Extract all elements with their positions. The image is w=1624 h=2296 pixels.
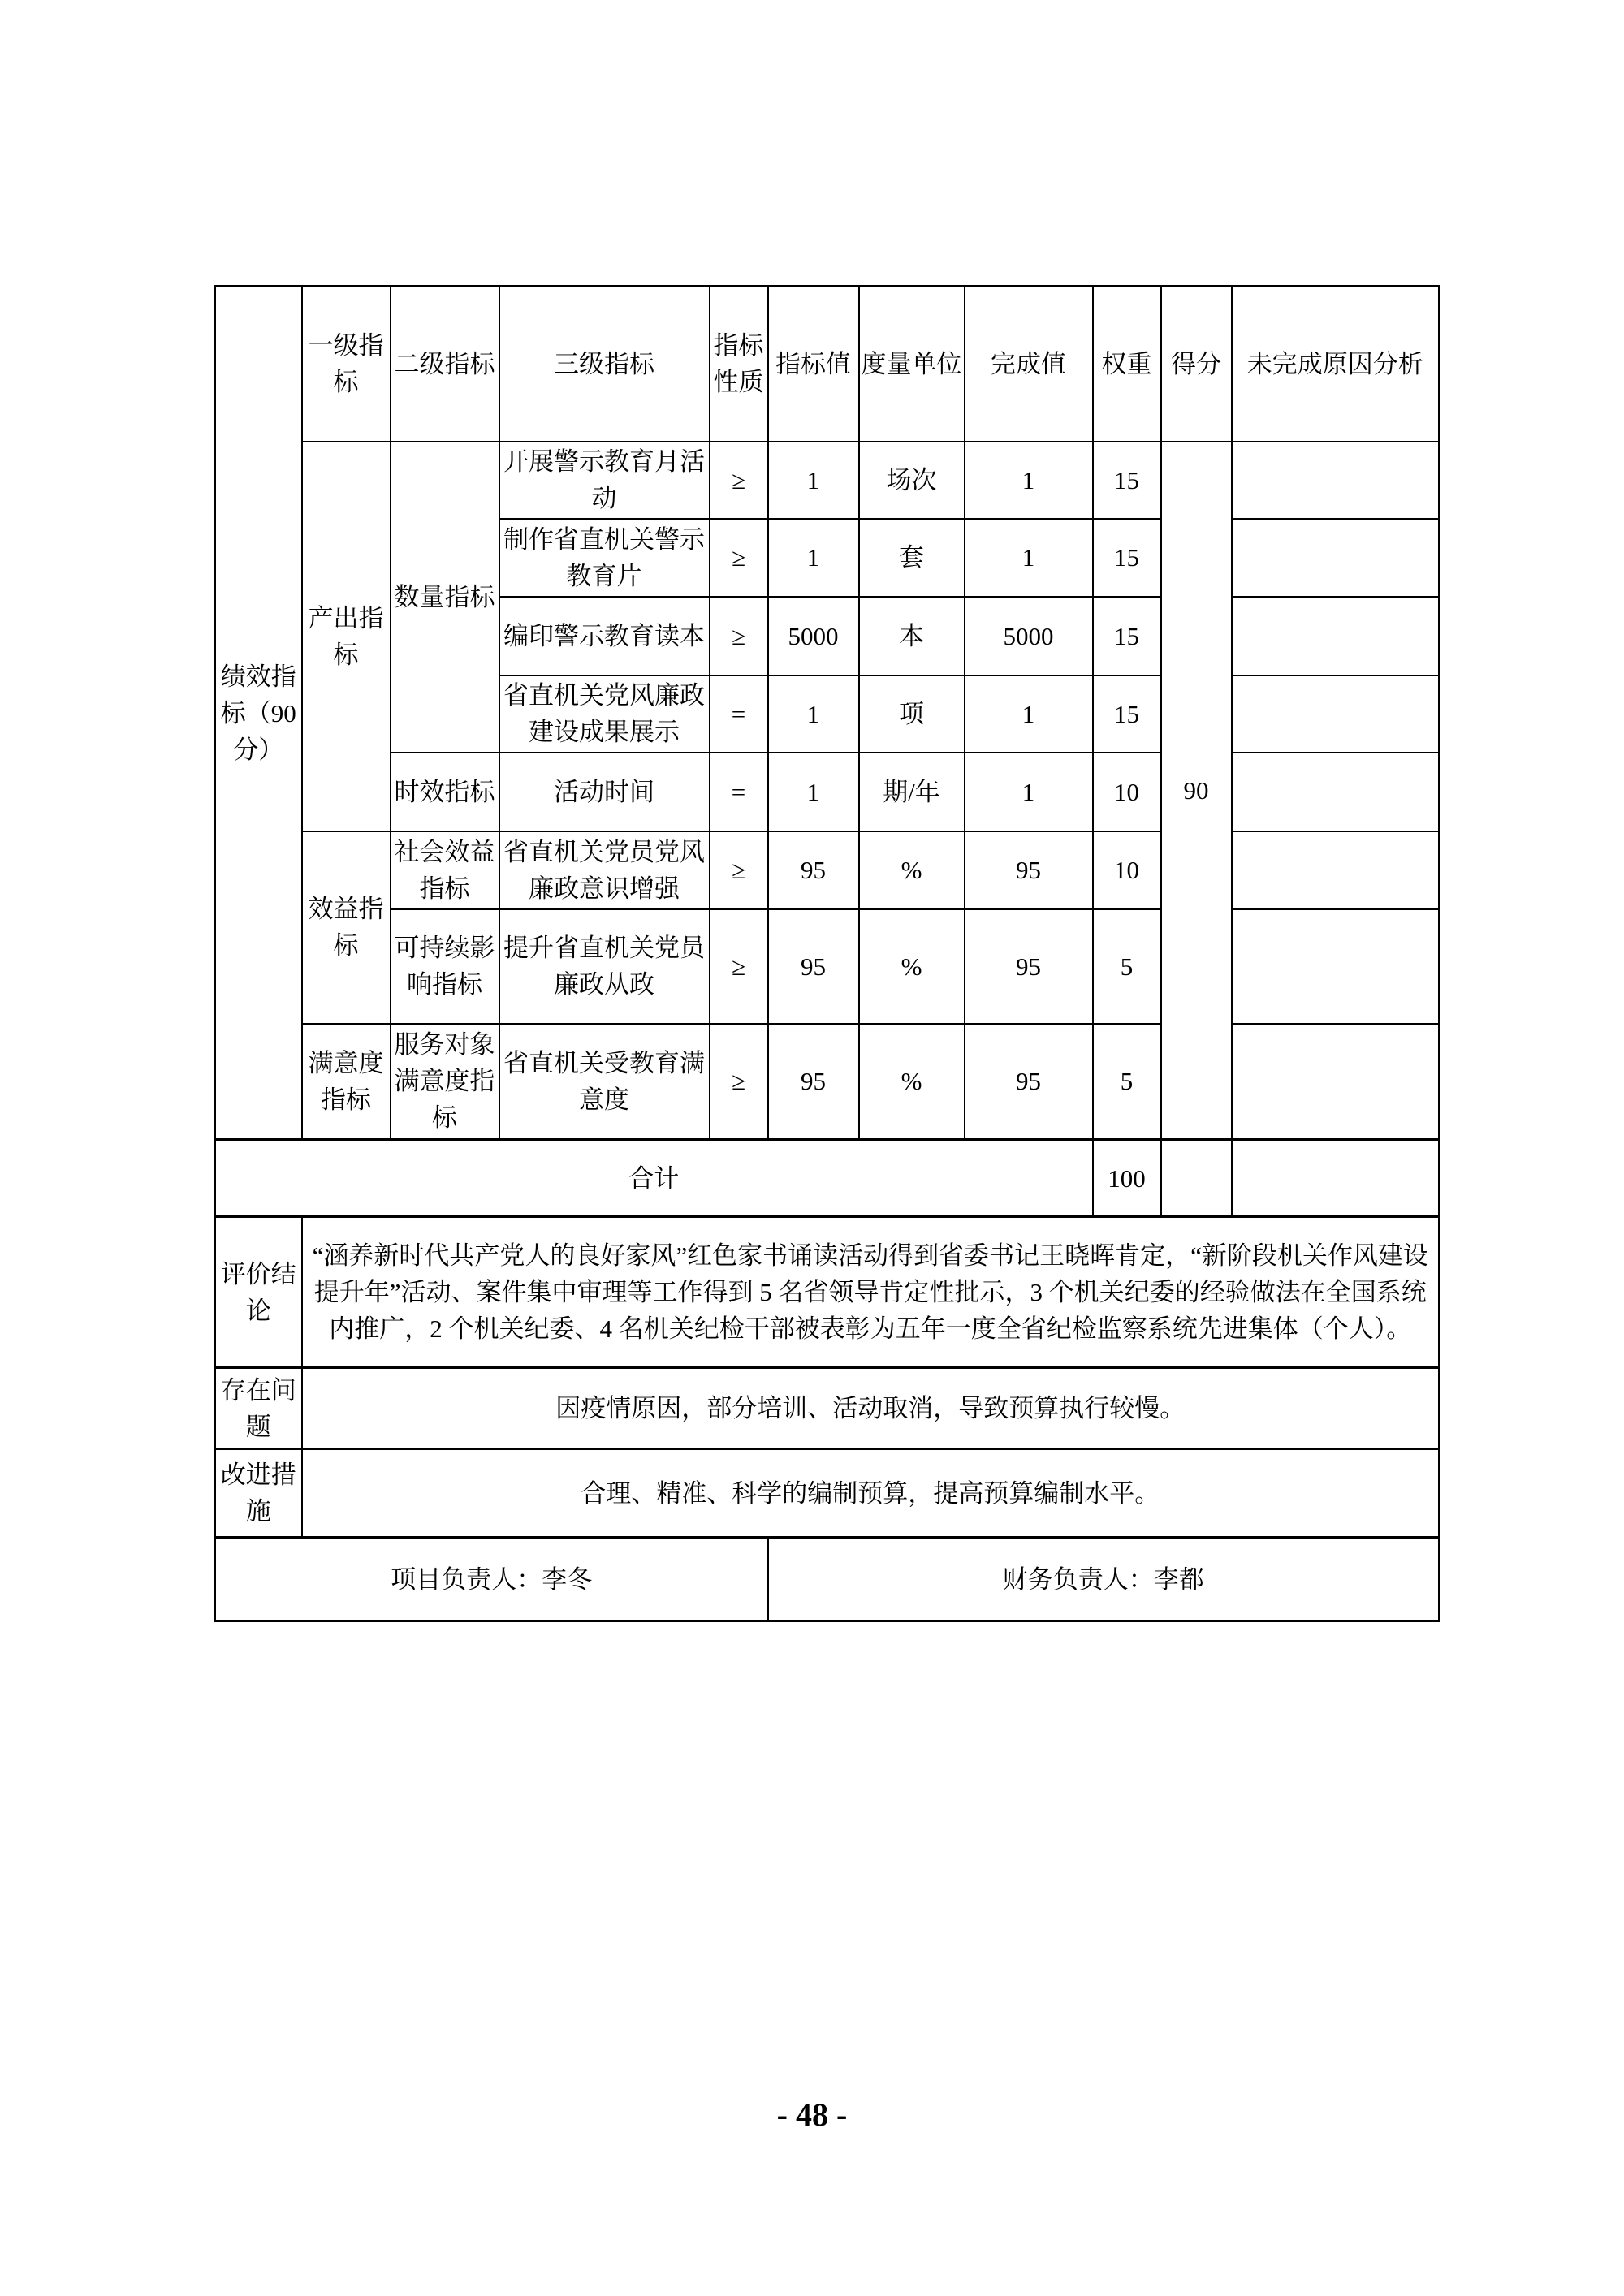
actual-value-cell: 1 bbox=[965, 442, 1093, 519]
target-value-cell: 95 bbox=[768, 831, 859, 909]
finance-manager-cell: 财务负责人：李都 bbox=[768, 1538, 1440, 1621]
evaluation-content-cell: “涵养新时代共产党人的良好家风”红色家书诵读活动得到省委书记王晓晖肯定，“新阶段机关作风建设提升年”活动、案件集中审理等工作得到 5 名省领导肯定性批示，3 个机关纪委的经验做法在全国系统内推广，2 个机关纪委、4 名机关纪检干部被表彰为五年一度全省纪检监察系统先进集体（个人）。 bbox=[302, 1217, 1440, 1368]
actual-value-cell: 1 bbox=[965, 675, 1093, 753]
reason-cell bbox=[1232, 442, 1440, 519]
indicator-row bbox=[215, 909, 1440, 1024]
header-level3: 三级指标 bbox=[499, 287, 710, 442]
target-value-cell: 1 bbox=[768, 442, 859, 519]
header-row bbox=[215, 287, 1440, 442]
level1-satisfaction-cell: 满意度指标 bbox=[302, 1024, 391, 1140]
nature-value-cell: ≥ bbox=[710, 909, 768, 1024]
target-value-cell: 95 bbox=[768, 909, 859, 1024]
evaluation-row bbox=[215, 1217, 1440, 1368]
problems-content-cell: 因疫情原因，部分培训、活动取消，导致预算执行较慢。 bbox=[302, 1368, 1440, 1449]
level2-social-benefit-cell: 社会效益指标 bbox=[391, 831, 499, 909]
actual-value-cell: 95 bbox=[965, 831, 1093, 909]
reason-cell bbox=[1232, 909, 1440, 1024]
reason-cell bbox=[1232, 597, 1440, 675]
actual-value-cell: 95 bbox=[965, 909, 1093, 1024]
target-value-cell: 1 bbox=[768, 753, 859, 831]
unit-value-cell: 项 bbox=[859, 675, 965, 753]
target-value-cell: 95 bbox=[768, 1024, 859, 1140]
weight-value-cell: 10 bbox=[1093, 753, 1161, 831]
indicator-name-cell: 活动时间 bbox=[499, 753, 710, 831]
total-weight-cell: 100 bbox=[1093, 1140, 1161, 1217]
reason-cell bbox=[1232, 1024, 1440, 1140]
reason-cell bbox=[1232, 675, 1440, 753]
unit-value-cell: 套 bbox=[859, 519, 965, 597]
header-level1: 一级指标 bbox=[302, 287, 391, 442]
indicator-name-cell: 省直机关党风廉政建设成果展示 bbox=[499, 675, 710, 753]
improvements-row bbox=[215, 1449, 1440, 1538]
level1-output-cell: 产出指标 bbox=[302, 442, 391, 831]
improvements-label-cell: 改进措施 bbox=[215, 1449, 302, 1538]
target-value-cell: 1 bbox=[768, 519, 859, 597]
evaluation-label-cell: 评价结论 bbox=[215, 1217, 302, 1368]
header-score: 得分 bbox=[1161, 287, 1232, 442]
unit-value-cell: % bbox=[859, 831, 965, 909]
weight-value-cell: 10 bbox=[1093, 831, 1161, 909]
weight-value-cell: 5 bbox=[1093, 909, 1161, 1024]
indicator-row bbox=[215, 442, 1440, 519]
level1-benefit-cell: 效益指标 bbox=[302, 831, 391, 1024]
indicator-name-cell: 省直机关党员党风廉政意识增强 bbox=[499, 831, 710, 909]
header-nature: 指标性质 bbox=[710, 287, 768, 442]
unit-value-cell: 期/年 bbox=[859, 753, 965, 831]
indicator-name-cell: 编印警示教育读本 bbox=[499, 597, 710, 675]
problems-label-cell: 存在问题 bbox=[215, 1368, 302, 1449]
level2-timeliness-cell: 时效指标 bbox=[391, 753, 499, 831]
nature-value-cell: = bbox=[710, 675, 768, 753]
improvements-content-cell: 合理、精准、科学的编制预算，提高预算编制水平。 bbox=[302, 1449, 1440, 1538]
project-manager-cell: 项目负责人：李冬 bbox=[215, 1538, 768, 1621]
indicator-name-cell: 开展警示教育月活动 bbox=[499, 442, 710, 519]
indicator-name-cell: 提升省直机关党员廉政从政 bbox=[499, 909, 710, 1024]
actual-value-cell: 5000 bbox=[965, 597, 1093, 675]
row-group-label-cell: 绩效指标（90分） bbox=[215, 287, 302, 1140]
total-row bbox=[215, 1140, 1440, 1217]
weight-value-cell: 15 bbox=[1093, 442, 1161, 519]
level2-sustainability-cell: 可持续影响指标 bbox=[391, 909, 499, 1024]
reason-cell bbox=[1232, 1140, 1440, 1217]
score-value-cell: 90 bbox=[1161, 442, 1232, 1140]
page-number: - 48 - bbox=[776, 2096, 848, 2133]
actual-value-cell: 1 bbox=[965, 519, 1093, 597]
reason-cell bbox=[1232, 519, 1440, 597]
unit-value-cell: % bbox=[859, 909, 965, 1024]
header-actual: 完成值 bbox=[965, 287, 1093, 442]
actual-value-cell: 95 bbox=[965, 1024, 1093, 1140]
indicator-row bbox=[215, 1024, 1440, 1140]
indicator-name-cell: 省直机关受教育满意度 bbox=[499, 1024, 710, 1140]
unit-value-cell: % bbox=[859, 1024, 965, 1140]
nature-value-cell: = bbox=[710, 753, 768, 831]
target-value-cell: 1 bbox=[768, 675, 859, 753]
total-label-cell: 合计 bbox=[215, 1140, 1093, 1217]
performance-indicator-table bbox=[214, 285, 1440, 1622]
problems-row bbox=[215, 1368, 1440, 1449]
reason-cell bbox=[1232, 831, 1440, 909]
target-value-cell: 5000 bbox=[768, 597, 859, 675]
indicator-row bbox=[215, 753, 1440, 831]
nature-value-cell: ≥ bbox=[710, 519, 768, 597]
nature-value-cell: ≥ bbox=[710, 442, 768, 519]
reason-cell bbox=[1232, 753, 1440, 831]
unit-value-cell: 本 bbox=[859, 597, 965, 675]
weight-value-cell: 15 bbox=[1093, 597, 1161, 675]
header-weight: 权重 bbox=[1093, 287, 1161, 442]
weight-value-cell: 5 bbox=[1093, 1024, 1161, 1140]
header-unit: 度量单位 bbox=[859, 287, 965, 442]
indicator-row bbox=[215, 831, 1440, 909]
signatures-row bbox=[215, 1538, 1440, 1621]
level2-service-satisfaction-cell: 服务对象满意度指标 bbox=[391, 1024, 499, 1140]
header-level2: 二级指标 bbox=[391, 287, 499, 442]
unit-value-cell: 场次 bbox=[859, 442, 965, 519]
actual-value-cell: 1 bbox=[965, 753, 1093, 831]
nature-value-cell: ≥ bbox=[710, 1024, 768, 1140]
total-score-cell bbox=[1161, 1140, 1232, 1217]
weight-value-cell: 15 bbox=[1093, 675, 1161, 753]
indicator-name-cell: 制作省直机关警示教育片 bbox=[499, 519, 710, 597]
header-target: 指标值 bbox=[768, 287, 859, 442]
nature-value-cell: ≥ bbox=[710, 831, 768, 909]
header-reason: 未完成原因分析 bbox=[1232, 287, 1440, 442]
nature-value-cell: ≥ bbox=[710, 597, 768, 675]
level2-quantity-cell: 数量指标 bbox=[391, 442, 499, 753]
weight-value-cell: 15 bbox=[1093, 519, 1161, 597]
